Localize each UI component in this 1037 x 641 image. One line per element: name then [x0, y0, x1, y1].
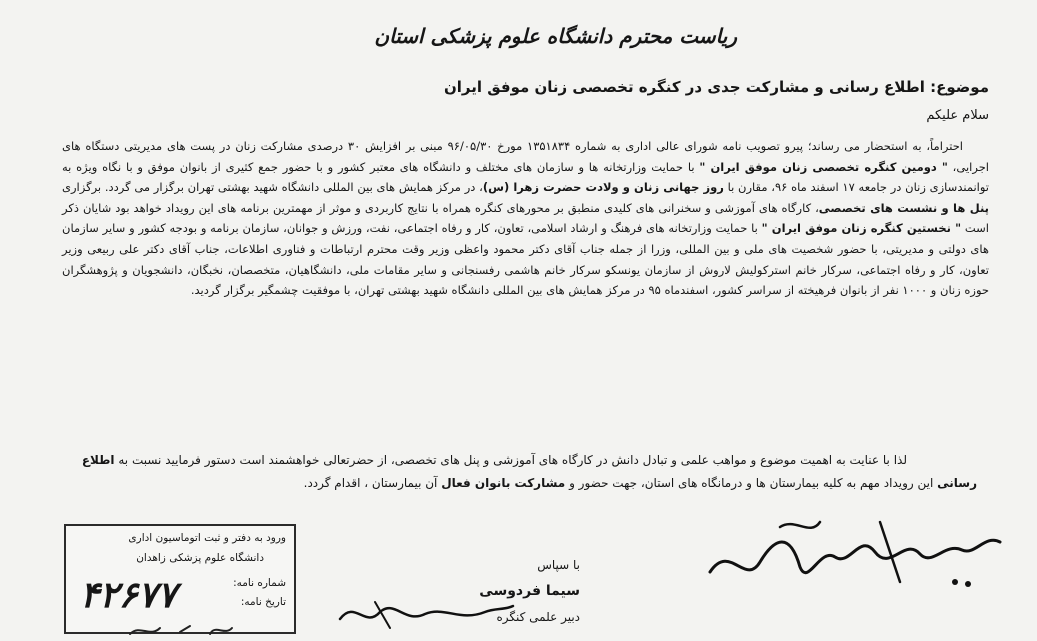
letter-subject: موضوع: اطلاع رسانی و مشارکت جدی در کنگره تخصصی زنان موفق ایران: [443, 78, 989, 96]
signer-title: دبیر علمی کنگره: [496, 610, 580, 624]
signer-name: سیما فردوسی: [479, 583, 580, 599]
stamp-handwritten-number: ۴۲۶۷۷: [80, 574, 177, 616]
body-segment: " نخستین کنگره زنان موفق ایران ": [761, 221, 962, 236]
body-segment: ، در مرکز همایش های بین المللی دانشگاه شهید بهشتی تهران برگزار می گردد. برگزاری: [62, 180, 483, 195]
body-segment: با حمایت وزارتخانه های فرهنگ و ارشاد اسلامی، تعاون، کار و رفاه اجتماعی، نفت، ورزش و جوانان، سازمان برنامه و بودجه کشور و سایر سازمان های دولتی و مدیریتی، با حضور شخصیت های ملی و بین المللی، وزرا از جمله جناب آقای دکتر محمود واعظی وزیر وقت محترم ارتباطات و فناوری اطلاعات، جناب آقای دکتر علی ربیعی وزیر تعاون، کار و رفاه اجتماعی، سرکار خانم استرکولیش لاروش از سازمان یونسکو سرکار خانم هاشمی رفسنجانی و سایر مقامات ملی، دانشگاهیان، متخصصان، نخبگان، دانشجویان و پژوهشگران حوزه زنان و ۱۰۰۰ نفر از بانوان فرهیخته از سراسر کشور، اسفندماه ۹۵ در مرکز همایش های بین المللی دانشگاه شهید بهشتی تهران، با موفقیت چشمگیر برگزار گردید.: [62, 221, 989, 298]
conclusion-segment: لذا با عنایت به اهمیت موضوع و مواهب علمی و تبادل دانش در کارگاه های آموزشی و پنل های تخصصی، از حضرتعالی خواهشمند است دستور فرمایید نسبت به: [114, 453, 907, 467]
registration-stamp: [64, 524, 296, 634]
stamp-date-label: تاریخ نامه:: [240, 596, 286, 608]
handwritten-annotation: [700, 512, 1020, 602]
body-segment: ، کارگاه های آموزشی و سخنرانی های کلیدی منطبق بر محورهای کنگره همراه با نتایج کاربردی و موثر از مهمترین برنامه های این رویداد خواهد بود شایان ذکر است: [62, 200, 990, 236]
stamp-number-label: شماره نامه:: [233, 577, 286, 589]
signer-signature: [335, 594, 515, 634]
letter-conclusion: [80, 449, 977, 495]
conclusion-segment: اطلاع رسانی: [81, 453, 977, 490]
closing-regards: با سپاس: [537, 558, 580, 572]
stamp-organization: دانشگاه علوم پزشکی زاهدان: [136, 552, 264, 564]
letter-recipient: ریاست محترم دانشگاه علوم پزشکی استان: [374, 24, 737, 48]
body-segment: پنل ها و نشست های تخصصی: [818, 200, 989, 215]
conclusion-segment: این رویداد مهم به کلیه بیمارستان ها و درمانگاه های استان، جهت حضور و: [565, 476, 938, 490]
letter-salutation: سلام علیکم: [926, 108, 989, 123]
body-segment: احتراماً، به استحضار می رساند؛ پیرو تصویب نامه شورای عالی اداری به شماره ۱۳۵۱۸۳۴ مورخ ۹۶/۰۵/۳۰ مبنی بر افزایش ۳۰ درصدی مشارکت زنان در پست های مدیریتی دستگاه های اجرایی،: [62, 139, 990, 174]
body-segment: روز جهانی زنان و ولادت حضرت زهرا (س): [482, 180, 724, 195]
body-segment: " دومین کنگره تخصصی زنان موفق ایران ": [699, 159, 948, 174]
letter-body: [62, 136, 989, 301]
stamp-title: ورود به دفتر و ثبت اتوماسیون اداری: [128, 532, 286, 544]
conclusion-segment: مشارکت بانوان فعال: [441, 476, 566, 490]
conclusion-segment: آن بیمارستان ، اقدام گردد.: [303, 476, 442, 490]
partial-handwriting: [120, 620, 240, 640]
body-segment: با حمایت وزارتخانه ها و سازمان های مختلف و دانشگاه های معتبر کشور و با حضور جمع کثیری از بانوان موفق و با نگاه ویژه به توانمندسازی زنان در جامعه ۱۷ اسفند ماه ۹۶، مقارن با: [62, 159, 990, 195]
